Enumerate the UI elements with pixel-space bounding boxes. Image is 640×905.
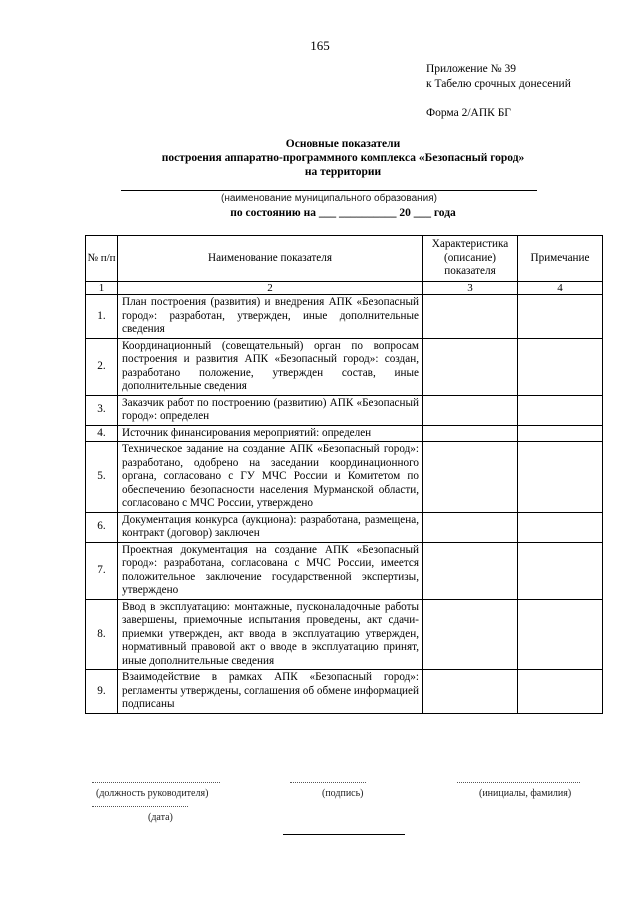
table-header-row (86, 236, 603, 282)
table-row (86, 670, 603, 714)
table-row (86, 295, 603, 339)
bottom-separator-line (283, 834, 405, 835)
row-number: 4. (86, 425, 118, 442)
header-characteristic: Характеристика (описание) показателя (423, 236, 518, 282)
row-number: 3. (86, 395, 118, 425)
characteristic-cell[interactable] (423, 670, 518, 714)
position-caption: (должность руководителя) (96, 788, 209, 799)
header-note: Примечание (518, 236, 603, 282)
row-number: 8. (86, 599, 118, 670)
row-number: 9. (86, 670, 118, 714)
appendix-table-ref: к Табелю срочных донесений (426, 78, 571, 90)
note-cell[interactable] (518, 599, 603, 670)
appendix-reference (426, 62, 571, 92)
indicator-text: Документация конкурса (аукциона): разработана, размещена, контракт (договор) заключен (118, 512, 423, 542)
indicator-text: Взаимодействие в рамках АПК «Безопасный город»: регламенты утверждены, соглашения об обмене информацией подписаны (118, 670, 423, 714)
indicator-text: Источник финансирования мероприятий: определен (118, 425, 423, 442)
header-indicator-name: Наименование показателя (118, 236, 423, 282)
note-cell[interactable] (518, 338, 603, 395)
note-cell[interactable] (518, 670, 603, 714)
note-cell[interactable] (518, 542, 603, 599)
position-signature-line (92, 782, 220, 783)
characteristic-cell[interactable] (423, 338, 518, 395)
characteristic-cell[interactable] (423, 512, 518, 542)
date-caption: (дата) (148, 812, 173, 823)
indicator-text: Ввод в эксплуатацию: монтажные, пусконаладочные работы завершены, приемочные испытания проведены, акт сдачи-приемки утвержден, акт ввода в эксплуатацию утвержден, нормативный правовой акт о вводе в эксплуатацию принят, иные дополнительные сведения (118, 599, 423, 670)
col-number: 4 (518, 282, 603, 295)
note-cell[interactable] (518, 395, 603, 425)
name-caption: (инициалы, фамилия) (479, 788, 572, 799)
row-number: 1. (86, 295, 118, 339)
characteristic-cell[interactable] (423, 599, 518, 670)
characteristic-cell[interactable] (423, 395, 518, 425)
indicator-text: План построения (развития) и внедрения АПК «Безопасный город»: разработан, утвержден, иные дополнительные сведения (118, 295, 423, 339)
col-number: 3 (423, 282, 518, 295)
table-row (86, 425, 603, 442)
characteristic-cell[interactable] (423, 442, 518, 513)
row-number: 2. (86, 338, 118, 395)
municipality-caption: (наименование муниципального образования) (221, 193, 437, 204)
page-number: 165 (310, 38, 330, 53)
municipality-fill-line (121, 190, 537, 191)
characteristic-cell[interactable] (423, 425, 518, 442)
title-line-3: на территории (304, 166, 382, 178)
row-number: 6. (86, 512, 118, 542)
indicators-table (85, 235, 603, 714)
indicator-text: Координационный (совещательный) орган по вопросам построения и развития АПК «Безопасный город»: создан, разработано положение, утвержден состав, иные дополнительные сведения (118, 338, 423, 395)
row-number: 5. (86, 442, 118, 513)
indicator-text: Заказчик работ по построению (развитию) АПК «Безопасный город»: определен (118, 395, 423, 425)
col-number: 2 (118, 282, 423, 295)
document-title (0, 137, 640, 179)
appendix-number: Приложение № 39 (426, 63, 516, 75)
col-number: 1 (86, 282, 118, 295)
table-row (86, 599, 603, 670)
indicator-text: Техническое задание на создание АПК «Безопасный город»: разработано, одобрено на заседании координационного органа, согласовано с ГУ МЧС России и Комитетом по обеспечению безопасности населения Мурманской области, согласовано с МЧС России, утверждено (118, 442, 423, 513)
as-of-date-line: по состоянию на ___ __________ 20 ___ года (230, 207, 456, 219)
table-row (86, 512, 603, 542)
title-line-2: построения аппаратно-программного комплекса «Безопасный город» (161, 152, 525, 164)
note-cell[interactable] (518, 295, 603, 339)
indicator-text: Проектная документация на создание АПК «Безопасный город»: разработана, согласована с МЧС России, имеется положительное заключение государственной экспертизы, утверждено (118, 542, 423, 599)
column-numbers-row (86, 282, 603, 295)
signature-caption: (подпись) (322, 788, 364, 799)
name-signature-line (457, 782, 580, 783)
characteristic-cell[interactable] (423, 295, 518, 339)
table-row (86, 542, 603, 599)
note-cell[interactable] (518, 425, 603, 442)
table-row (86, 338, 603, 395)
table-row (86, 442, 603, 513)
header-num: № п/п (86, 236, 118, 282)
date-signature-line (92, 806, 188, 807)
note-cell[interactable] (518, 442, 603, 513)
signature-line (290, 782, 366, 783)
table-row (86, 395, 603, 425)
row-number: 7. (86, 542, 118, 599)
title-line-1: Основные показатели (285, 138, 401, 150)
form-code: Форма 2/АПК БГ (426, 107, 511, 119)
characteristic-cell[interactable] (423, 542, 518, 599)
note-cell[interactable] (518, 512, 603, 542)
